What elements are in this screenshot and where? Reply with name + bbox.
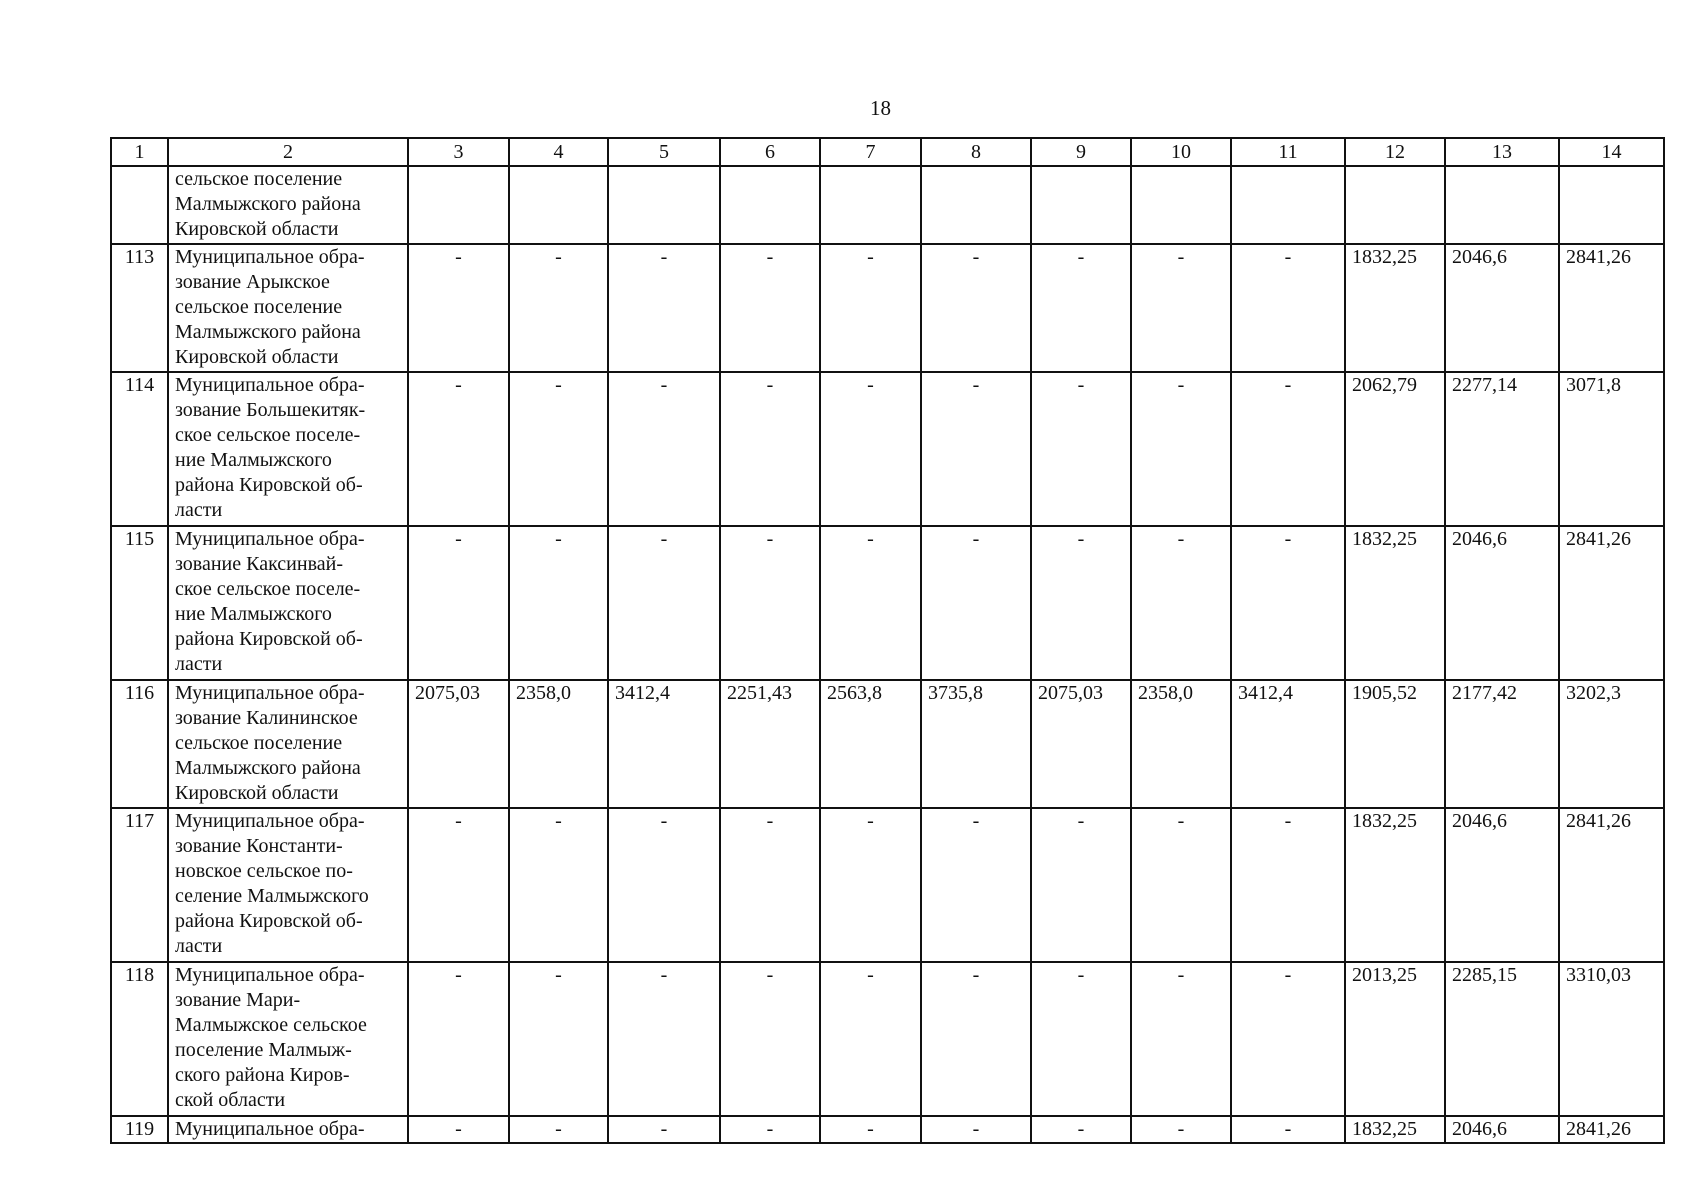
value-cell: - — [820, 1116, 921, 1143]
value-cell: - — [408, 808, 509, 962]
value-cell: - — [608, 962, 720, 1116]
name-line: ласти — [175, 935, 223, 957]
value-cell: - — [921, 244, 1031, 372]
value-cell: 1905,52 — [1345, 680, 1445, 808]
table-row — [111, 808, 1664, 962]
value-cell: - — [720, 526, 820, 680]
empty-cell — [1559, 166, 1664, 244]
value-cell: - — [509, 372, 608, 526]
value-cell: - — [1031, 244, 1131, 372]
row-number-cell — [111, 166, 168, 244]
value-cell: 3735,8 — [921, 680, 1031, 808]
municipality-name-cell — [168, 244, 408, 372]
value-cell: 1832,25 — [1345, 808, 1445, 962]
name-line: зование Большекитяк- — [175, 399, 366, 421]
value-cell: 3071,8 — [1559, 372, 1664, 526]
value-cell: - — [921, 372, 1031, 526]
value-cell: - — [509, 1116, 608, 1143]
column-header: 3 — [408, 138, 509, 166]
value-cell: - — [1131, 372, 1231, 526]
value-cell: 2062,79 — [1345, 372, 1445, 526]
value-cell: 2277,14 — [1445, 372, 1559, 526]
value-cell: - — [1031, 962, 1131, 1116]
column-header: 12 — [1345, 138, 1445, 166]
name-line: района Кировской об- — [175, 474, 363, 496]
empty-cell — [1345, 166, 1445, 244]
value-cell: - — [408, 962, 509, 1116]
name-line: ского района Киров- — [175, 1064, 350, 1086]
tariff-table — [110, 137, 1665, 1144]
empty-cell — [1445, 166, 1559, 244]
value-cell: - — [1131, 1116, 1231, 1143]
name-line: района Кировской об- — [175, 628, 363, 650]
value-cell: - — [608, 244, 720, 372]
column-header: 4 — [509, 138, 608, 166]
name-line: сельское поселение — [175, 732, 343, 754]
value-cell: - — [1231, 962, 1345, 1116]
row-number-cell: 116 — [111, 680, 168, 808]
name-line: ласти — [175, 499, 223, 521]
empty-cell — [509, 166, 608, 244]
row-number-cell: 118 — [111, 962, 168, 1116]
name-line: района Кировской об- — [175, 910, 363, 932]
empty-cell — [820, 166, 921, 244]
empty-cell — [921, 166, 1031, 244]
empty-cell — [720, 166, 820, 244]
value-cell: - — [408, 1116, 509, 1143]
name-line: зование Константи- — [175, 835, 343, 857]
name-line: Кировской области — [175, 346, 339, 368]
name-line: Муниципальное обра- — [175, 1118, 365, 1140]
value-cell: - — [608, 526, 720, 680]
name-line: сельское поселение — [175, 296, 343, 318]
name-line: ласти — [175, 653, 223, 675]
name-line: Малмыжского района — [175, 321, 361, 343]
value-cell: - — [820, 526, 921, 680]
column-header: 7 — [820, 138, 921, 166]
municipality-name-cell — [168, 372, 408, 526]
value-cell: 2046,6 — [1445, 1116, 1559, 1143]
value-cell: 2841,26 — [1559, 1116, 1664, 1143]
value-cell: - — [820, 244, 921, 372]
value-cell: - — [720, 1116, 820, 1143]
name-line: новское сельское по- — [175, 860, 353, 882]
table-row — [111, 962, 1664, 1116]
value-cell: - — [408, 372, 509, 526]
name-line: Муниципальное обра- — [175, 810, 365, 832]
value-cell: - — [509, 526, 608, 680]
table-row — [111, 372, 1664, 526]
name-line: ской области — [175, 1089, 286, 1111]
value-cell: - — [820, 372, 921, 526]
column-header: 10 — [1131, 138, 1231, 166]
municipality-name-cell — [168, 808, 408, 962]
name-line: селение Малмыжского — [175, 885, 369, 907]
value-cell: 2046,6 — [1445, 526, 1559, 680]
value-cell: 2358,0 — [509, 680, 608, 808]
value-cell: 1832,25 — [1345, 526, 1445, 680]
column-header: 11 — [1231, 138, 1345, 166]
value-cell: - — [1231, 526, 1345, 680]
empty-cell — [408, 166, 509, 244]
table-row — [111, 244, 1664, 372]
table-row — [111, 680, 1664, 808]
value-cell: 1832,25 — [1345, 244, 1445, 372]
name-line: Кировской области — [175, 782, 339, 804]
name-line: ние Малмыжского — [175, 449, 332, 471]
name-line: ние Малмыжского — [175, 603, 332, 625]
column-header: 9 — [1031, 138, 1131, 166]
row-number-cell: 115 — [111, 526, 168, 680]
name-line: Малмыжского района — [175, 193, 361, 215]
value-cell: - — [408, 526, 509, 680]
value-cell: 2046,6 — [1445, 808, 1559, 962]
name-line: зование Арыкское — [175, 271, 330, 293]
value-cell: 3310,03 — [1559, 962, 1664, 1116]
name-line: Муниципальное обра- — [175, 682, 365, 704]
name-line: ское сельское поселе- — [175, 424, 361, 446]
value-cell: - — [1031, 1116, 1131, 1143]
value-cell: - — [408, 244, 509, 372]
column-header: 2 — [168, 138, 408, 166]
value-cell: - — [1231, 808, 1345, 962]
value-cell: 2251,43 — [720, 680, 820, 808]
value-cell: 2075,03 — [1031, 680, 1131, 808]
value-cell: - — [1231, 1116, 1345, 1143]
value-cell: - — [921, 962, 1031, 1116]
column-header: 5 — [608, 138, 720, 166]
value-cell: - — [509, 962, 608, 1116]
value-cell: - — [1031, 526, 1131, 680]
name-line: сельское поселение — [175, 168, 343, 190]
row-number-cell: 117 — [111, 808, 168, 962]
column-header: 1 — [111, 138, 168, 166]
column-header: 14 — [1559, 138, 1664, 166]
table-row — [111, 526, 1664, 680]
table-row — [111, 1116, 1664, 1143]
value-cell: - — [1131, 808, 1231, 962]
column-header: 13 — [1445, 138, 1559, 166]
empty-cell — [1031, 166, 1131, 244]
column-number-row — [111, 138, 1664, 166]
column-header: 8 — [921, 138, 1031, 166]
value-cell: - — [921, 808, 1031, 962]
value-cell: 1832,25 — [1345, 1116, 1445, 1143]
municipality-name-cell — [168, 962, 408, 1116]
row-number-cell: 119 — [111, 1116, 168, 1143]
value-cell: - — [921, 526, 1031, 680]
value-cell: 2285,15 — [1445, 962, 1559, 1116]
continuation-row — [111, 166, 1664, 244]
value-cell: - — [1131, 244, 1231, 372]
value-cell: - — [1031, 372, 1131, 526]
value-cell: - — [608, 372, 720, 526]
value-cell: - — [509, 244, 608, 372]
value-cell: - — [1131, 962, 1231, 1116]
name-line: Муниципальное обра- — [175, 246, 365, 268]
value-cell: - — [720, 372, 820, 526]
value-cell: 2046,6 — [1445, 244, 1559, 372]
value-cell: - — [820, 808, 921, 962]
value-cell: - — [820, 962, 921, 1116]
row-number-cell: 114 — [111, 372, 168, 526]
name-line: Муниципальное обра- — [175, 374, 365, 396]
value-cell: - — [720, 962, 820, 1116]
value-cell: 2841,26 — [1559, 244, 1664, 372]
name-line: Муниципальное обра- — [175, 964, 365, 986]
name-line: Кировской области — [175, 218, 339, 240]
value-cell: 2177,42 — [1445, 680, 1559, 808]
empty-cell — [1231, 166, 1345, 244]
value-cell: - — [1031, 808, 1131, 962]
municipality-name-cell — [168, 1116, 408, 1143]
empty-cell — [608, 166, 720, 244]
name-line: ское сельское поселе- — [175, 578, 361, 600]
value-cell: 2841,26 — [1559, 526, 1664, 680]
name-line: Малмыжского района — [175, 757, 361, 779]
municipality-name-cell — [168, 526, 408, 680]
value-cell: - — [720, 808, 820, 962]
name-line: поселение Малмыж- — [175, 1039, 352, 1061]
value-cell: - — [1231, 244, 1345, 372]
municipality-name-cell — [168, 680, 408, 808]
value-cell: 3412,4 — [1231, 680, 1345, 808]
value-cell: 3412,4 — [608, 680, 720, 808]
value-cell: - — [921, 1116, 1031, 1143]
name-line: зование Мари- — [175, 989, 301, 1011]
value-cell: - — [608, 1116, 720, 1143]
name-line: зование Калининское — [175, 707, 358, 729]
page-number: 18 — [870, 96, 891, 120]
value-cell: 3202,3 — [1559, 680, 1664, 808]
municipality-name-cell — [168, 166, 408, 244]
value-cell: - — [1131, 526, 1231, 680]
row-number-cell: 113 — [111, 244, 168, 372]
value-cell: 2563,8 — [820, 680, 921, 808]
value-cell: - — [720, 244, 820, 372]
value-cell: - — [608, 808, 720, 962]
name-line: зование Каксинвай- — [175, 553, 343, 575]
value-cell: - — [509, 808, 608, 962]
value-cell: 2841,26 — [1559, 808, 1664, 962]
column-header: 6 — [720, 138, 820, 166]
value-cell: 2075,03 — [408, 680, 509, 808]
value-cell: 2358,0 — [1131, 680, 1231, 808]
name-line: Муниципальное обра- — [175, 528, 365, 550]
name-line: Малмыжское сельское — [175, 1014, 367, 1036]
empty-cell — [1131, 166, 1231, 244]
value-cell: - — [1231, 372, 1345, 526]
value-cell: 2013,25 — [1345, 962, 1445, 1116]
